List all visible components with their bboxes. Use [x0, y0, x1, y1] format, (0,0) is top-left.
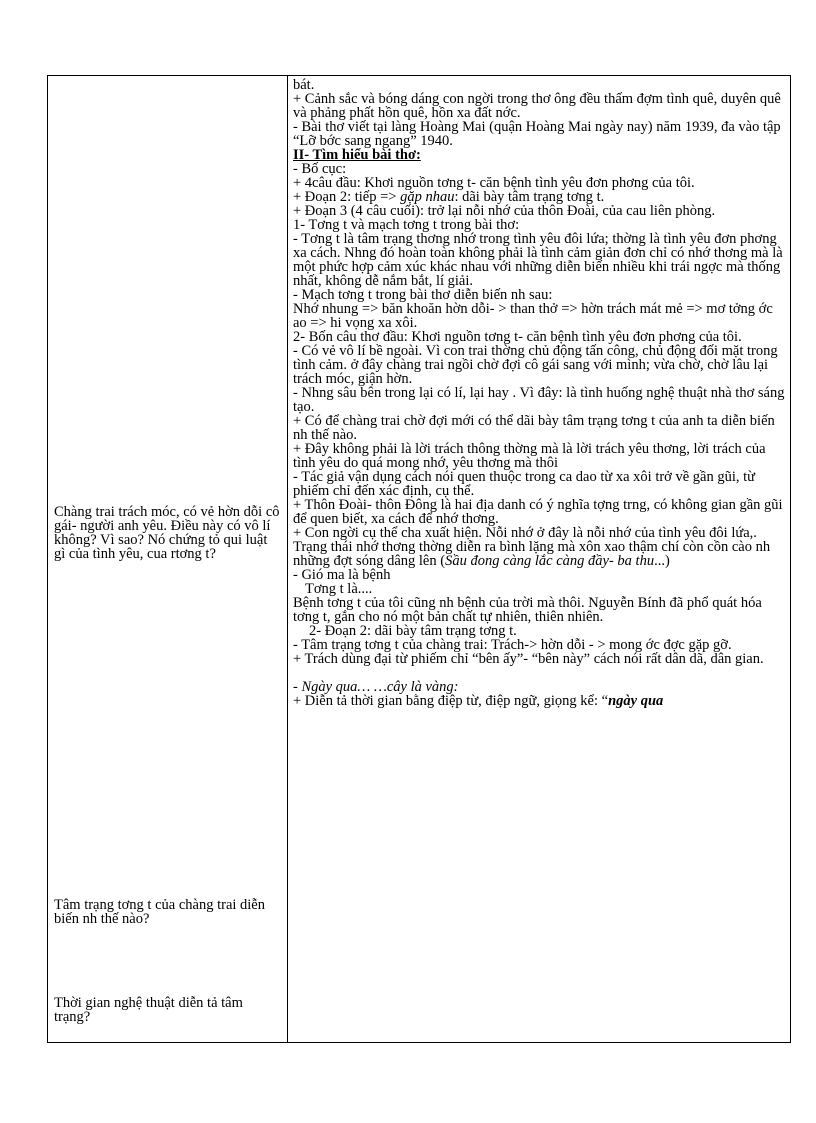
answer-line: + Cảnh sắc và bóng dáng con ngời trong thơ ông đều thấm đợm tình quê, duyên quê và phảng phất hồn quê, hồn xa đất nớc. [293, 91, 781, 121]
answer-line: 2- Bốn câu thơ đầu: Khơi nguồn tơng t- căn bệnh tình yêu đơn phơng của tôi. [293, 329, 742, 345]
spacer [293, 666, 787, 680]
section-heading: II- Tìm hiểu bài thơ: [293, 147, 421, 163]
text-run: ...) [654, 553, 670, 569]
answer-line: + 4câu đầu: Khơi nguồn tơng t- căn bệnh tình yêu đơn phơng của tôi. [293, 175, 695, 191]
question-3: Thời gian nghệ thuật diễn tả tâm trạng? [54, 995, 243, 1025]
italic-run: gặp nhau [400, 189, 455, 205]
text-run: + Diễn tả thời gian bằng điệp từ, điệp ngữ, giọng kể: “ [293, 693, 609, 709]
answer-column [293, 78, 787, 708]
question-1: Chàng trai trách móc, có vẻ hờn dỗi cô gái- người anh yêu. Điều này có vô lí không? Vì sao? Nó chứng tỏ qui luật gì của tình yêu, cua rtơng t? [54, 504, 280, 562]
answer-line: + Đoạn 3 (4 câu cuối): trở lại nỗi nhớ của thôn Đoài, của cau liên phòng. [293, 203, 716, 219]
answer-line: - Có vẻ vô lí bề ngoài. Vì con trai thờng chủ động tấn công, chủ động đối mặt trong tình cảm. ở đây chàng trai ngồi chờ đợi cô gái sang với mình; vừa chờ, chờ lâu lại trách móc, giận hờn. [293, 343, 778, 387]
answer-line: Bệnh tơng t của tôi cũng nh bệnh của trời mà thôi. Nguyễn Bính đã phổ quát hóa tơng t, gắn cho nó một bản chất tự nhiên, thiên nhiên. [293, 595, 762, 625]
text-run: + Con ngời cụ thể cha xuất hiện. Nỗi nhớ ở đây là nỗi nhớ của tình yêu đôi lứa,. Trạng thái nhớ thơng thờng diễn ra bình lặng mà xôn xao thậm chí còn cồn cào nh những đợt sóng dâng lên ( [293, 525, 771, 569]
answer-line [293, 526, 787, 568]
answer-line: + Đây không phải là lời trách thông thờng mà là lời trách yêu thơng, lời trách của tình yêu do quá mong nhớ, yêu thơng mà thôi [293, 441, 766, 471]
answer-line: - Gió ma là bệnh [293, 567, 391, 583]
text-run: : dãi bày tâm trạng tơng t. [454, 189, 605, 205]
answer-line: - Bố cục: [293, 161, 347, 177]
answer-line: 1- Tơng t và mạch tơng t trong bài thơ: [293, 217, 520, 233]
answer-line: 2- Đoạn 2: dãi bày tâm trạng tơng t. [309, 623, 517, 639]
answer-line: - Nhng sâu bên trong lại có lí, lại hay . Vì đây: là tình huống nghệ thuật nhà thơ sáng tạo. [293, 385, 785, 415]
answer-line: - Tác giả vận dụng cách nói quen thuộc trong ca dao từ xa xôi trở về gần gũi, từ phiếm chỉ đến xác định, cụ thể. [293, 469, 756, 499]
text-run: + Đoạn 2: tiếp => [293, 189, 401, 205]
answer-line: - Ngày qua… …cây là vàng: [293, 679, 459, 695]
answer-line: - Mạch tơng t trong bài thơ diễn biến nh sau: [293, 287, 553, 303]
answer-line: bát. [293, 77, 315, 93]
answer-line [293, 694, 787, 708]
column-divider [287, 76, 288, 1042]
answer-line: + Thôn Đoài- thôn Đông là hai địa danh có ý nghĩa tợng trng, có không gian gần gũi để quen biết, xa cách để nhớ thơng. [293, 497, 783, 527]
answer-line: + Trách dùng đại từ phiếm chỉ “bên ấy”- “bên này” cách nói rất dân dã, dân gian. [293, 651, 764, 667]
answer-line: - Tơng t là tâm trạng thơng nhớ trong tình yêu đôi lứa; thờng là tình yêu đơn phơng xa cách. Nhng đó hoàn toàn không phải là tình cảm giản đơn chỉ có nhớ thơng mà là một phức hợp cảm xúc khác nhau với những diễn biến nhiều khi trái ngợc mà thống nhất, không dễ nắm bắt, lí giải. [293, 231, 783, 289]
answer-line: - Tâm trạng tơng t của chàng trai: Trách-> hờn dỗi - > mong ớc đợc gặp gỡ. [293, 637, 732, 653]
answer-line [293, 190, 787, 204]
answer-line: - Bài thơ viết tại làng Hoàng Mai (quận Hoàng Mai ngày nay) năm 1939, đa vào tập “Lỡ bớc sang ngang” 1940. [293, 119, 781, 149]
answer-line: Nhớ nhung => băn khoăn hờn dỗi- > than thở => hờn trách mát mẻ => mơ tởng ớc ao => hi vọng xa xôi. [293, 301, 773, 331]
answer-line: + Có để chàng trai chờ đợi mới có thể dãi bày tâm trạng tơng t của anh ta diễn biến nh thế nào. [293, 413, 775, 443]
bold-italic-run: ngày qua [608, 693, 664, 709]
italic-run: Sầu đong càng lắc càng đầy- ba thu [445, 553, 655, 569]
question-2: Tâm trạng tơng t của chàng trai diễn biến nh thế nào? [54, 897, 265, 927]
content-table [47, 75, 791, 1043]
answer-line: Tơng t là.... [305, 581, 373, 597]
